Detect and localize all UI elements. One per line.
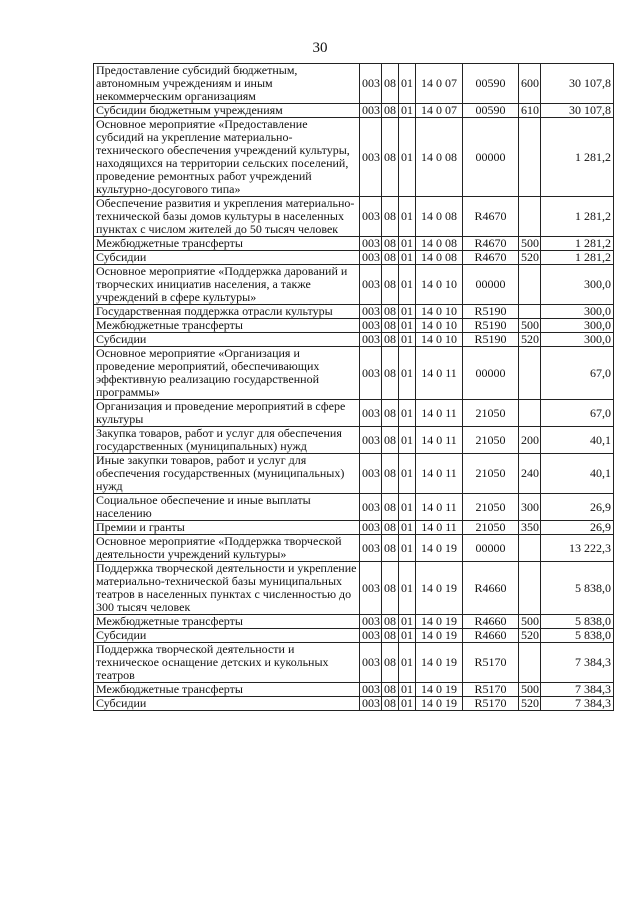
row-sum: 40,1 bbox=[541, 427, 614, 454]
row-name: Субсидии bbox=[94, 251, 360, 265]
row-expense-type: 240 bbox=[519, 454, 541, 494]
row-direction-code: 00590 bbox=[463, 64, 519, 104]
row-sum: 5 838,0 bbox=[541, 629, 614, 643]
row-admin-code: 003 bbox=[360, 615, 382, 629]
row-name: Иные закупки товаров, работ и услуг для обеспечения государственных (муниципальных) нужд bbox=[94, 454, 360, 494]
row-sum: 300,0 bbox=[541, 319, 614, 333]
row-subsection-code: 01 bbox=[399, 319, 416, 333]
row-program-code: 14 0 19 bbox=[416, 643, 463, 683]
row-sum: 40,1 bbox=[541, 454, 614, 494]
page-number: 30 bbox=[312, 40, 328, 56]
table-row bbox=[94, 427, 614, 454]
row-admin-code: 003 bbox=[360, 347, 382, 400]
row-expense-type: 500 bbox=[519, 237, 541, 251]
row-sum: 5 838,0 bbox=[541, 615, 614, 629]
row-direction-code: 00590 bbox=[463, 104, 519, 118]
row-expense-type bbox=[519, 643, 541, 683]
row-program-code: 14 0 19 bbox=[416, 629, 463, 643]
row-admin-code: 003 bbox=[360, 118, 382, 197]
row-section-code: 08 bbox=[382, 494, 399, 521]
row-name: Социальное обеспечение и иные выплаты населению bbox=[94, 494, 360, 521]
row-admin-code: 003 bbox=[360, 251, 382, 265]
table-row bbox=[94, 629, 614, 643]
budget-table-body bbox=[94, 64, 614, 711]
row-sum: 300,0 bbox=[541, 265, 614, 305]
row-sum: 300,0 bbox=[541, 333, 614, 347]
row-sum: 30 107,8 bbox=[541, 64, 614, 104]
row-admin-code: 003 bbox=[360, 494, 382, 521]
row-expense-type: 500 bbox=[519, 615, 541, 629]
row-program-code: 14 0 10 bbox=[416, 305, 463, 319]
row-program-code: 14 0 19 bbox=[416, 615, 463, 629]
row-sum: 5 838,0 bbox=[541, 562, 614, 615]
row-program-code: 14 0 11 bbox=[416, 347, 463, 400]
row-name: Межбюджетные трансферты bbox=[94, 319, 360, 333]
row-direction-code: R5170 bbox=[463, 643, 519, 683]
row-direction-code: R5190 bbox=[463, 319, 519, 333]
row-expense-type: 520 bbox=[519, 251, 541, 265]
row-program-code: 14 0 19 bbox=[416, 535, 463, 562]
row-admin-code: 003 bbox=[360, 64, 382, 104]
row-section-code: 08 bbox=[382, 265, 399, 305]
row-name: Межбюджетные трансферты bbox=[94, 615, 360, 629]
row-section-code: 08 bbox=[382, 697, 399, 711]
row-expense-type bbox=[519, 305, 541, 319]
row-expense-type bbox=[519, 197, 541, 237]
row-expense-type: 520 bbox=[519, 629, 541, 643]
row-direction-code: R4660 bbox=[463, 629, 519, 643]
row-expense-type: 520 bbox=[519, 333, 541, 347]
row-subsection-code: 01 bbox=[399, 237, 416, 251]
row-section-code: 08 bbox=[382, 237, 399, 251]
row-sum: 7 384,3 bbox=[541, 697, 614, 711]
row-direction-code: R5190 bbox=[463, 305, 519, 319]
table-row bbox=[94, 118, 614, 197]
row-sum: 1 281,2 bbox=[541, 251, 614, 265]
row-subsection-code: 01 bbox=[399, 521, 416, 535]
row-name: Межбюджетные трансферты bbox=[94, 237, 360, 251]
row-admin-code: 003 bbox=[360, 104, 382, 118]
row-expense-type: 200 bbox=[519, 427, 541, 454]
table-row bbox=[94, 521, 614, 535]
row-direction-code: 00000 bbox=[463, 118, 519, 197]
row-subsection-code: 01 bbox=[399, 64, 416, 104]
row-section-code: 08 bbox=[382, 118, 399, 197]
table-row bbox=[94, 400, 614, 427]
table-row bbox=[94, 64, 614, 104]
row-program-code: 14 0 19 bbox=[416, 683, 463, 697]
row-section-code: 08 bbox=[382, 333, 399, 347]
table-row bbox=[94, 454, 614, 494]
budget-table bbox=[93, 63, 614, 711]
row-subsection-code: 01 bbox=[399, 197, 416, 237]
table-row bbox=[94, 562, 614, 615]
table-row bbox=[94, 535, 614, 562]
table-row bbox=[94, 683, 614, 697]
row-name: Субсидии bbox=[94, 697, 360, 711]
row-section-code: 08 bbox=[382, 319, 399, 333]
row-expense-type bbox=[519, 347, 541, 400]
row-subsection-code: 01 bbox=[399, 427, 416, 454]
row-admin-code: 003 bbox=[360, 562, 382, 615]
row-direction-code: 00000 bbox=[463, 347, 519, 400]
row-name: Основное мероприятие «Предоставление субсидий на укрепление материально-технического обеспечения учреждений культуры, находящихся на территории сельских поселений, проведение ремонтных работ учреждений культурно-досугового типа» bbox=[94, 118, 360, 197]
row-program-code: 14 0 08 bbox=[416, 118, 463, 197]
row-expense-type: 520 bbox=[519, 697, 541, 711]
row-name: Субсидии бюджетным учреждениям bbox=[94, 104, 360, 118]
row-section-code: 08 bbox=[382, 400, 399, 427]
row-subsection-code: 01 bbox=[399, 643, 416, 683]
row-expense-type: 610 bbox=[519, 104, 541, 118]
row-name: Основное мероприятие «Поддержка творческой деятельности учреждений культуры» bbox=[94, 535, 360, 562]
row-subsection-code: 01 bbox=[399, 697, 416, 711]
table-row bbox=[94, 237, 614, 251]
row-expense-type: 500 bbox=[519, 683, 541, 697]
row-subsection-code: 01 bbox=[399, 562, 416, 615]
row-expense-type: 600 bbox=[519, 64, 541, 104]
row-admin-code: 003 bbox=[360, 683, 382, 697]
row-admin-code: 003 bbox=[360, 454, 382, 494]
row-section-code: 08 bbox=[382, 347, 399, 400]
row-sum: 26,9 bbox=[541, 494, 614, 521]
row-direction-code: R5190 bbox=[463, 333, 519, 347]
table-row bbox=[94, 347, 614, 400]
table-row bbox=[94, 697, 614, 711]
row-direction-code: R4670 bbox=[463, 197, 519, 237]
row-section-code: 08 bbox=[382, 521, 399, 535]
table-row bbox=[94, 197, 614, 237]
row-sum: 1 281,2 bbox=[541, 197, 614, 237]
row-admin-code: 003 bbox=[360, 237, 382, 251]
row-program-code: 14 0 10 bbox=[416, 319, 463, 333]
row-direction-code: 21050 bbox=[463, 427, 519, 454]
row-name: Организация и проведение мероприятий в сфере культуры bbox=[94, 400, 360, 427]
table-row bbox=[94, 494, 614, 521]
row-program-code: 14 0 11 bbox=[416, 454, 463, 494]
row-section-code: 08 bbox=[382, 305, 399, 319]
row-expense-type: 300 bbox=[519, 494, 541, 521]
table-row bbox=[94, 265, 614, 305]
row-name: Государственная поддержка отрасли культуры bbox=[94, 305, 360, 319]
row-program-code: 14 0 07 bbox=[416, 64, 463, 104]
row-name: Премии и гранты bbox=[94, 521, 360, 535]
row-name: Обеспечение развития и укрепления материально-технической базы домов культуры в населенных пунктах с числом жителей до 50 тысяч человек bbox=[94, 197, 360, 237]
row-program-code: 14 0 11 bbox=[416, 494, 463, 521]
row-admin-code: 003 bbox=[360, 333, 382, 347]
row-direction-code: 00000 bbox=[463, 535, 519, 562]
row-name: Закупка товаров, работ и услуг для обеспечения государственных (муниципальных) нужд bbox=[94, 427, 360, 454]
row-admin-code: 003 bbox=[360, 427, 382, 454]
row-direction-code: R5170 bbox=[463, 683, 519, 697]
row-direction-code: R4670 bbox=[463, 251, 519, 265]
row-program-code: 14 0 08 bbox=[416, 237, 463, 251]
row-admin-code: 003 bbox=[360, 197, 382, 237]
row-admin-code: 003 bbox=[360, 400, 382, 427]
row-section-code: 08 bbox=[382, 629, 399, 643]
row-section-code: 08 bbox=[382, 197, 399, 237]
row-name: Поддержка творческой деятельности и укрепление материально-технической базы муниципальных театров в населенных пунктах с численностью до 300 тысяч человек bbox=[94, 562, 360, 615]
row-program-code: 14 0 10 bbox=[416, 333, 463, 347]
row-program-code: 14 0 19 bbox=[416, 562, 463, 615]
table-row bbox=[94, 615, 614, 629]
row-expense-type: 350 bbox=[519, 521, 541, 535]
row-section-code: 08 bbox=[382, 64, 399, 104]
row-expense-type: 500 bbox=[519, 319, 541, 333]
row-section-code: 08 bbox=[382, 562, 399, 615]
row-admin-code: 003 bbox=[360, 643, 382, 683]
row-subsection-code: 01 bbox=[399, 535, 416, 562]
table-row bbox=[94, 643, 614, 683]
row-direction-code: R5170 bbox=[463, 697, 519, 711]
row-program-code: 14 0 11 bbox=[416, 521, 463, 535]
row-section-code: 08 bbox=[382, 427, 399, 454]
row-subsection-code: 01 bbox=[399, 251, 416, 265]
row-sum: 13 222,3 bbox=[541, 535, 614, 562]
row-sum: 300,0 bbox=[541, 305, 614, 319]
row-direction-code: 21050 bbox=[463, 521, 519, 535]
table-row bbox=[94, 305, 614, 319]
row-program-code: 14 0 11 bbox=[416, 427, 463, 454]
row-section-code: 08 bbox=[382, 104, 399, 118]
row-expense-type bbox=[519, 118, 541, 197]
row-subsection-code: 01 bbox=[399, 347, 416, 400]
row-subsection-code: 01 bbox=[399, 118, 416, 197]
row-admin-code: 003 bbox=[360, 521, 382, 535]
row-section-code: 08 bbox=[382, 454, 399, 494]
row-direction-code: 21050 bbox=[463, 400, 519, 427]
row-subsection-code: 01 bbox=[399, 683, 416, 697]
row-direction-code: 21050 bbox=[463, 494, 519, 521]
row-subsection-code: 01 bbox=[399, 494, 416, 521]
row-name: Субсидии bbox=[94, 333, 360, 347]
row-section-code: 08 bbox=[382, 251, 399, 265]
row-program-code: 14 0 07 bbox=[416, 104, 463, 118]
row-subsection-code: 01 bbox=[399, 400, 416, 427]
row-direction-code: 21050 bbox=[463, 454, 519, 494]
row-section-code: 08 bbox=[382, 615, 399, 629]
row-admin-code: 003 bbox=[360, 697, 382, 711]
row-sum: 26,9 bbox=[541, 521, 614, 535]
row-admin-code: 003 bbox=[360, 629, 382, 643]
row-admin-code: 003 bbox=[360, 535, 382, 562]
row-expense-type bbox=[519, 535, 541, 562]
row-subsection-code: 01 bbox=[399, 305, 416, 319]
row-expense-type bbox=[519, 265, 541, 305]
row-subsection-code: 01 bbox=[399, 454, 416, 494]
row-sum: 7 384,3 bbox=[541, 643, 614, 683]
row-subsection-code: 01 bbox=[399, 333, 416, 347]
row-expense-type bbox=[519, 400, 541, 427]
row-direction-code: R4660 bbox=[463, 562, 519, 615]
row-name: Поддержка творческой деятельности и техническое оснащение детских и кукольных театров bbox=[94, 643, 360, 683]
row-direction-code: R4660 bbox=[463, 615, 519, 629]
row-direction-code: R4670 bbox=[463, 237, 519, 251]
row-sum: 67,0 bbox=[541, 400, 614, 427]
row-subsection-code: 01 bbox=[399, 104, 416, 118]
row-program-code: 14 0 08 bbox=[416, 251, 463, 265]
row-program-code: 14 0 11 bbox=[416, 400, 463, 427]
row-sum: 1 281,2 bbox=[541, 118, 614, 197]
row-program-code: 14 0 10 bbox=[416, 265, 463, 305]
row-admin-code: 003 bbox=[360, 305, 382, 319]
row-name: Субсидии bbox=[94, 629, 360, 643]
table-row bbox=[94, 319, 614, 333]
row-sum: 1 281,2 bbox=[541, 237, 614, 251]
row-sum: 67,0 bbox=[541, 347, 614, 400]
table-row bbox=[94, 104, 614, 118]
row-section-code: 08 bbox=[382, 683, 399, 697]
row-sum: 30 107,8 bbox=[541, 104, 614, 118]
row-program-code: 14 0 19 bbox=[416, 697, 463, 711]
row-name: Основное мероприятие «Поддержка дарований и творческих инициатив населения, а также учреждений в сфере культуры» bbox=[94, 265, 360, 305]
row-program-code: 14 0 08 bbox=[416, 197, 463, 237]
row-direction-code: 00000 bbox=[463, 265, 519, 305]
row-subsection-code: 01 bbox=[399, 265, 416, 305]
row-name: Основное мероприятие «Организация и проведение мероприятий, обеспечивающих эффективную реализацию государственной программы» bbox=[94, 347, 360, 400]
row-admin-code: 003 bbox=[360, 319, 382, 333]
row-name: Предоставление субсидий бюджетным, автономным учреждениям и иным некоммерческим организациям bbox=[94, 64, 360, 104]
row-name: Межбюджетные трансферты bbox=[94, 683, 360, 697]
table-row bbox=[94, 251, 614, 265]
row-section-code: 08 bbox=[382, 643, 399, 683]
row-admin-code: 003 bbox=[360, 265, 382, 305]
row-sum: 7 384,3 bbox=[541, 683, 614, 697]
row-subsection-code: 01 bbox=[399, 615, 416, 629]
row-section-code: 08 bbox=[382, 535, 399, 562]
row-subsection-code: 01 bbox=[399, 629, 416, 643]
row-expense-type bbox=[519, 562, 541, 615]
table-row bbox=[94, 333, 614, 347]
